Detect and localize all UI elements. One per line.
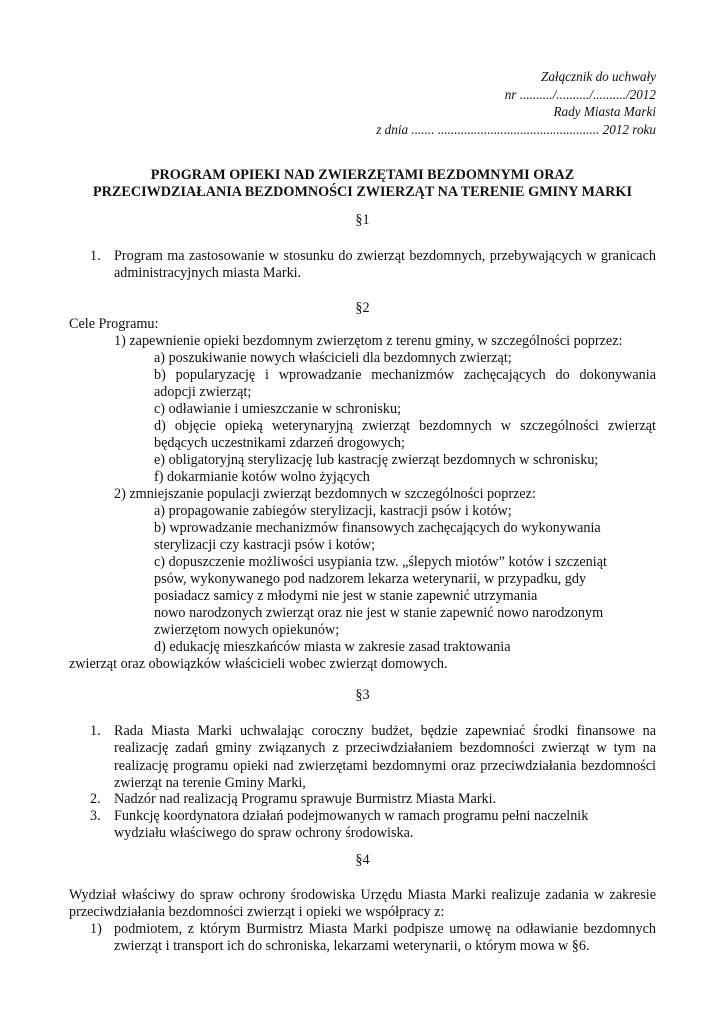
s2-goal-2-c-line-4: nowo narodzonych zwierząt oraz nie jest w stanie zapewnić nowo narodzonym	[154, 605, 604, 621]
s2-goal-2-c-line-2: psów, wykonywanego pod nadzorem lekarza weterynarii, w przypadku, gdy	[154, 571, 587, 587]
s2-goal-2-b-line-1: b) wprowadzanie mechanizmów finansowych zachęcających do wykonywania	[154, 520, 601, 536]
s1-item-1-text: Program ma zastosowanie w stosunku do zwierząt bezdomnych, przebywających w granicach administracyjnych miasta Marki.	[114, 248, 656, 282]
s2-goal-1-e: e) obligatoryjną sterylizację lub kastrację zwierząt bezdomnych w schronisku;	[154, 452, 599, 468]
s3-item-2-number: 2.	[90, 791, 101, 807]
s2-goal-2-d-line-1: d) edukację mieszkańców miasta w zakresie zasad traktowania	[154, 639, 511, 655]
s3-item-3-number: 3.	[90, 808, 101, 824]
attachment-line-3: Rady Miasta Marki	[553, 104, 656, 119]
s2-goal-2-c-line-1: c) dopuszczenie możliwości usypiania tzw. „ślepych miotów” kotów i szczeniąt	[154, 554, 607, 570]
attachment-line-1: Załącznik do uchwały	[540, 69, 656, 84]
s2-goal-1-f: f) dokarmianie kotów wolno żyjących	[154, 469, 370, 485]
s2-goal-2-c-line-3: posiadacz samicy z młodymi nie jest w stanie zapewnić utrzymania	[154, 588, 538, 604]
s3-item-1-text: Rada Miasta Marki uchwalając coroczny budżet, będzie zapewniać środki finansowe na realizację zadań gminy związanych z przeciwdziałaniem bezdomności zwierząt w tym na realizację programu opieki nad zwierzętami bezdomnymi oraz przeciwdziałania bezdomności zwierząt na terenie Gminy Marki,	[114, 723, 656, 791]
title-line-1: PROGRAM OPIEKI NAD ZWIERZĘTAMI BEZDOMNYMI ORAZ	[150, 167, 575, 183]
s4-intro: Wydział właściwy do spraw ochrony środowiska Urzędu Miasta Marki realizuje zadania w zakresie przeciwdziałania bezdomności zwierząt i opieki we współpracy z:	[69, 887, 656, 921]
s4-item-1-text: podmiotem, z którym Burmistrz Miasta Marki podpisze umowę na odławianie bezdomnych zwierząt i transport ich do schroniska, lekarzami weterynarii, o którym mowa w §6.	[114, 921, 656, 955]
s2-goal-2: 2) zmniejszanie populacji zwierząt bezdomnych w szczególności poprzez:	[114, 486, 536, 502]
section-4-heading: §4	[355, 852, 370, 868]
section-2-heading: §2	[355, 300, 370, 316]
attachment-line-2: nr ........../........../........../2012	[504, 86, 656, 102]
s2-goal-1-a: a) poszukiwanie nowych właścicieli dla bezdomnych zwierząt;	[154, 350, 512, 366]
s3-item-1-number: 1.	[90, 723, 101, 739]
s3-item-3-line-2: wydziału właściwego do spraw ochrony środowiska.	[114, 825, 414, 841]
title-line-2: PRZECIWDZIAŁANIA BEZDOMNOŚCI ZWIERZĄT NA TERENIE GMINY MARKI	[93, 184, 632, 200]
section-3-heading: §3	[355, 687, 370, 703]
s4-item-1-number: 1)	[90, 921, 102, 937]
s2-goal-1-b: b) popularyzację i wprowadzanie mechanizmów zachęcających do dokonywania adopcji zwierząt;	[154, 367, 656, 401]
s2-goal-2-a: a) propagowanie zabiegów sterylizacji, kastracji psów i kotów;	[154, 503, 512, 519]
s3-item-2-text: Nadzór nad realizacją Programu sprawuje Burmistrz Miasta Marki.	[114, 791, 497, 807]
s2-goal-1-d: d) objęcie opieką weterynaryjną zwierząt bezdomnych w szczególności zwierząt będących uczestnikami zdarzeń drogowych;	[154, 418, 656, 452]
s2-intro: Cele Programu:	[69, 316, 159, 332]
s3-item-3-line-1: Funkcję koordynatora działań podejmowanych w ramach programu pełni naczelnik	[114, 808, 589, 824]
s2-goal-2-d-line-2: zwierząt oraz obowiązków właścicieli wobec zwierząt domowych.	[69, 656, 448, 672]
s2-goal-2-b-line-2: sterylizacji czy kastracji psów i kotów;	[154, 537, 376, 553]
attachment-header	[376, 68, 656, 138]
s2-goal-2-c-line-5: zwierzętom nowych opiekunów;	[154, 622, 340, 638]
s2-goal-1: 1) zapewnienie opieki bezdomnym zwierzętom z terenu gminy, w szczególności poprzez:	[114, 333, 623, 349]
s1-item-1-number: 1.	[90, 248, 101, 264]
section-1-heading: §1	[355, 212, 370, 228]
document-title	[69, 167, 656, 201]
attachment-line-4: z dnia ....... ................................................. 2012 roku	[376, 121, 656, 137]
s2-goal-1-c: c) odławianie i umieszczanie w schronisku;	[154, 401, 402, 417]
